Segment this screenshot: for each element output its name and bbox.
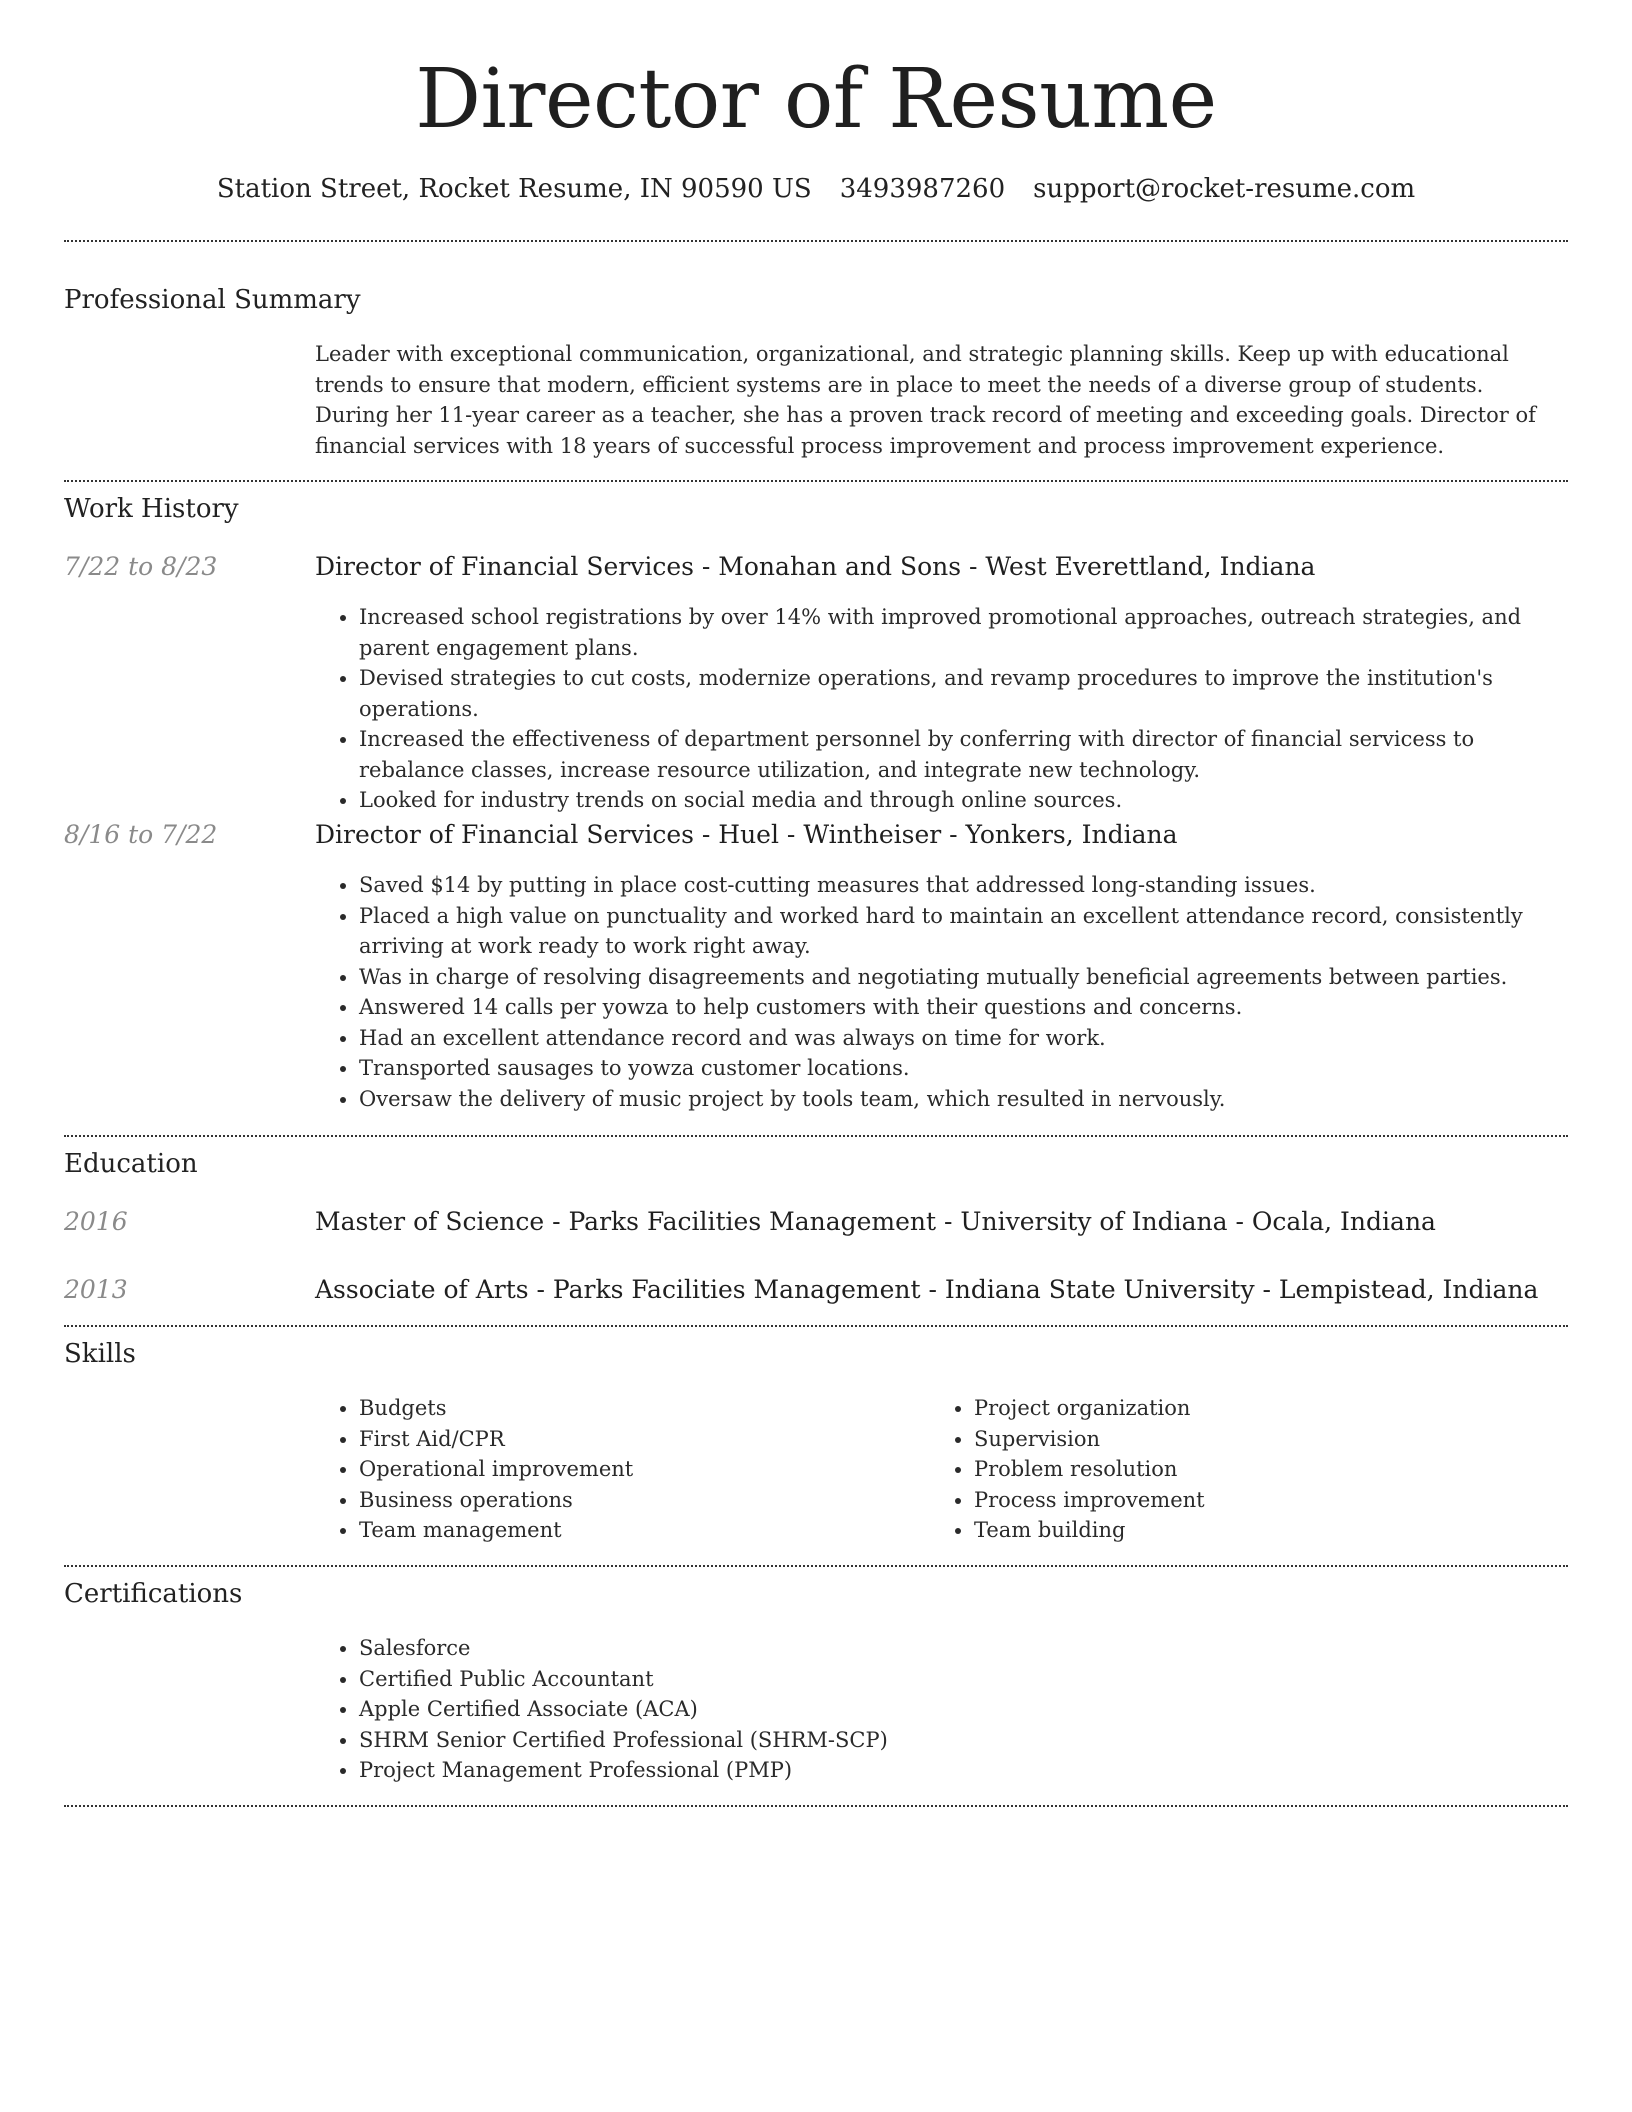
list-item: • Problem resolution <box>974 1454 1550 1485</box>
section-divider <box>64 1135 1568 1137</box>
resume-name: Director of Resume <box>415 52 1217 147</box>
list-item: • Process improvement <box>974 1485 1550 1516</box>
list-item: • Oversaw the delivery of music project by tools team, which resulted in nervously. <box>359 1084 1560 1115</box>
education-year: 2016 <box>64 1207 128 1236</box>
section-divider <box>64 240 1568 242</box>
skills-heading: Skills <box>64 1339 136 1369</box>
skills-list-right <box>930 1393 1550 1546</box>
job-dates: 8/16 to 7/22 <box>64 820 218 849</box>
work-history-heading: Work History <box>64 494 239 524</box>
list-item: • Certified Public Accountant <box>359 1664 1560 1695</box>
list-item: • Was in charge of resolving disagreements and negotiating mutually beneficial agreements between parties. <box>359 962 1560 993</box>
section-divider <box>64 480 1568 482</box>
list-item: • Salesforce <box>359 1633 1560 1664</box>
summary-heading: Professional Summary <box>64 285 361 315</box>
education-year: 2013 <box>64 1275 128 1304</box>
list-item: • Increased school registrations by over 14% with improved promotional approaches, outreach strategies, and parent engagement plans. <box>359 602 1560 663</box>
list-item: • Operational improvement <box>359 1454 925 1485</box>
list-item: • Project organization <box>974 1393 1550 1424</box>
contact-phone: 3493987260 <box>839 174 1006 204</box>
list-item: • Transported sausages to yowza customer locations. <box>359 1053 1560 1084</box>
section-divider <box>64 1565 1568 1567</box>
list-item: • Looked for industry trends on social media and through online sources. <box>359 785 1560 816</box>
job-bullet-list <box>315 602 1560 816</box>
list-item: • Business operations <box>359 1485 925 1516</box>
job-title: Director of Financial Services - Huel - Wintheiser - Yonkers, Indiana <box>315 820 1178 849</box>
list-item: • Had an excellent attendance record and was always on time for work. <box>359 1023 1560 1054</box>
section-divider <box>64 1325 1568 1327</box>
list-item: • Increased the effectiveness of department personnel by conferring with director of financial servicess to rebalance classes, increase resource utilization, and integrate new technology. <box>359 724 1560 785</box>
job-bullet-list <box>315 870 1560 1114</box>
contact-email: support@rocket-resume.com <box>1033 174 1416 204</box>
list-item: • Devised strategies to cut costs, modernize operations, and revamp procedures to improve the institution's operations. <box>359 663 1560 724</box>
list-item: • Supervision <box>974 1424 1550 1455</box>
job-title: Director of Financial Services - Monahan and Sons - West Everettland, Indiana <box>315 552 1316 581</box>
list-item: • Team management <box>359 1515 925 1546</box>
certifications-list <box>315 1633 1560 1786</box>
education-heading: Education <box>64 1149 198 1179</box>
education-title: Master of Science - Parks Facilities Management - University of Indiana - Ocala, Indiana <box>315 1207 1436 1236</box>
certifications-heading: Certifications <box>64 1579 243 1609</box>
list-item: • Team building <box>974 1515 1550 1546</box>
list-item: • Project Management Professional (PMP) <box>359 1755 1560 1786</box>
section-divider <box>64 1805 1568 1807</box>
list-item: • Saved $14 by putting in place cost-cutting measures that addressed long-standing issues. <box>359 870 1560 901</box>
list-item: • First Aid/CPR <box>359 1424 925 1455</box>
list-item: • Budgets <box>359 1393 925 1424</box>
list-item: • Apple Certified Associate (ACA) <box>359 1694 1560 1725</box>
contact-line <box>64 170 1568 208</box>
list-item: • SHRM Senior Certified Professional (SHRM-SCP) <box>359 1725 1560 1756</box>
list-item: • Placed a high value on punctuality and worked hard to maintain an excellent attendance record, consistently arriving at work ready to work right away. <box>359 901 1560 962</box>
list-item: • Answered 14 calls per yowza to help customers with their questions and concerns. <box>359 992 1560 1023</box>
education-title: Associate of Arts - Parks Facilities Management - Indiana State University - Lempistead, Indiana <box>315 1275 1539 1304</box>
summary-text: Leader with exceptional communication, organizational, and strategic planning skills. Keep up with educational trends to ensure that modern, efficient systems are in place to meet the needs of a diverse group of students. During her 11-year career as a teacher, she has a proven track record of meeting and exceeding goals. Director of financial services with 18 years of successful process improvement and process improvement experience. <box>315 342 1536 458</box>
contact-address: Station Street, Rocket Resume, IN 90590 US <box>216 174 812 204</box>
job-dates: 7/22 to 8/23 <box>64 552 218 581</box>
skills-list-left <box>315 1393 925 1546</box>
